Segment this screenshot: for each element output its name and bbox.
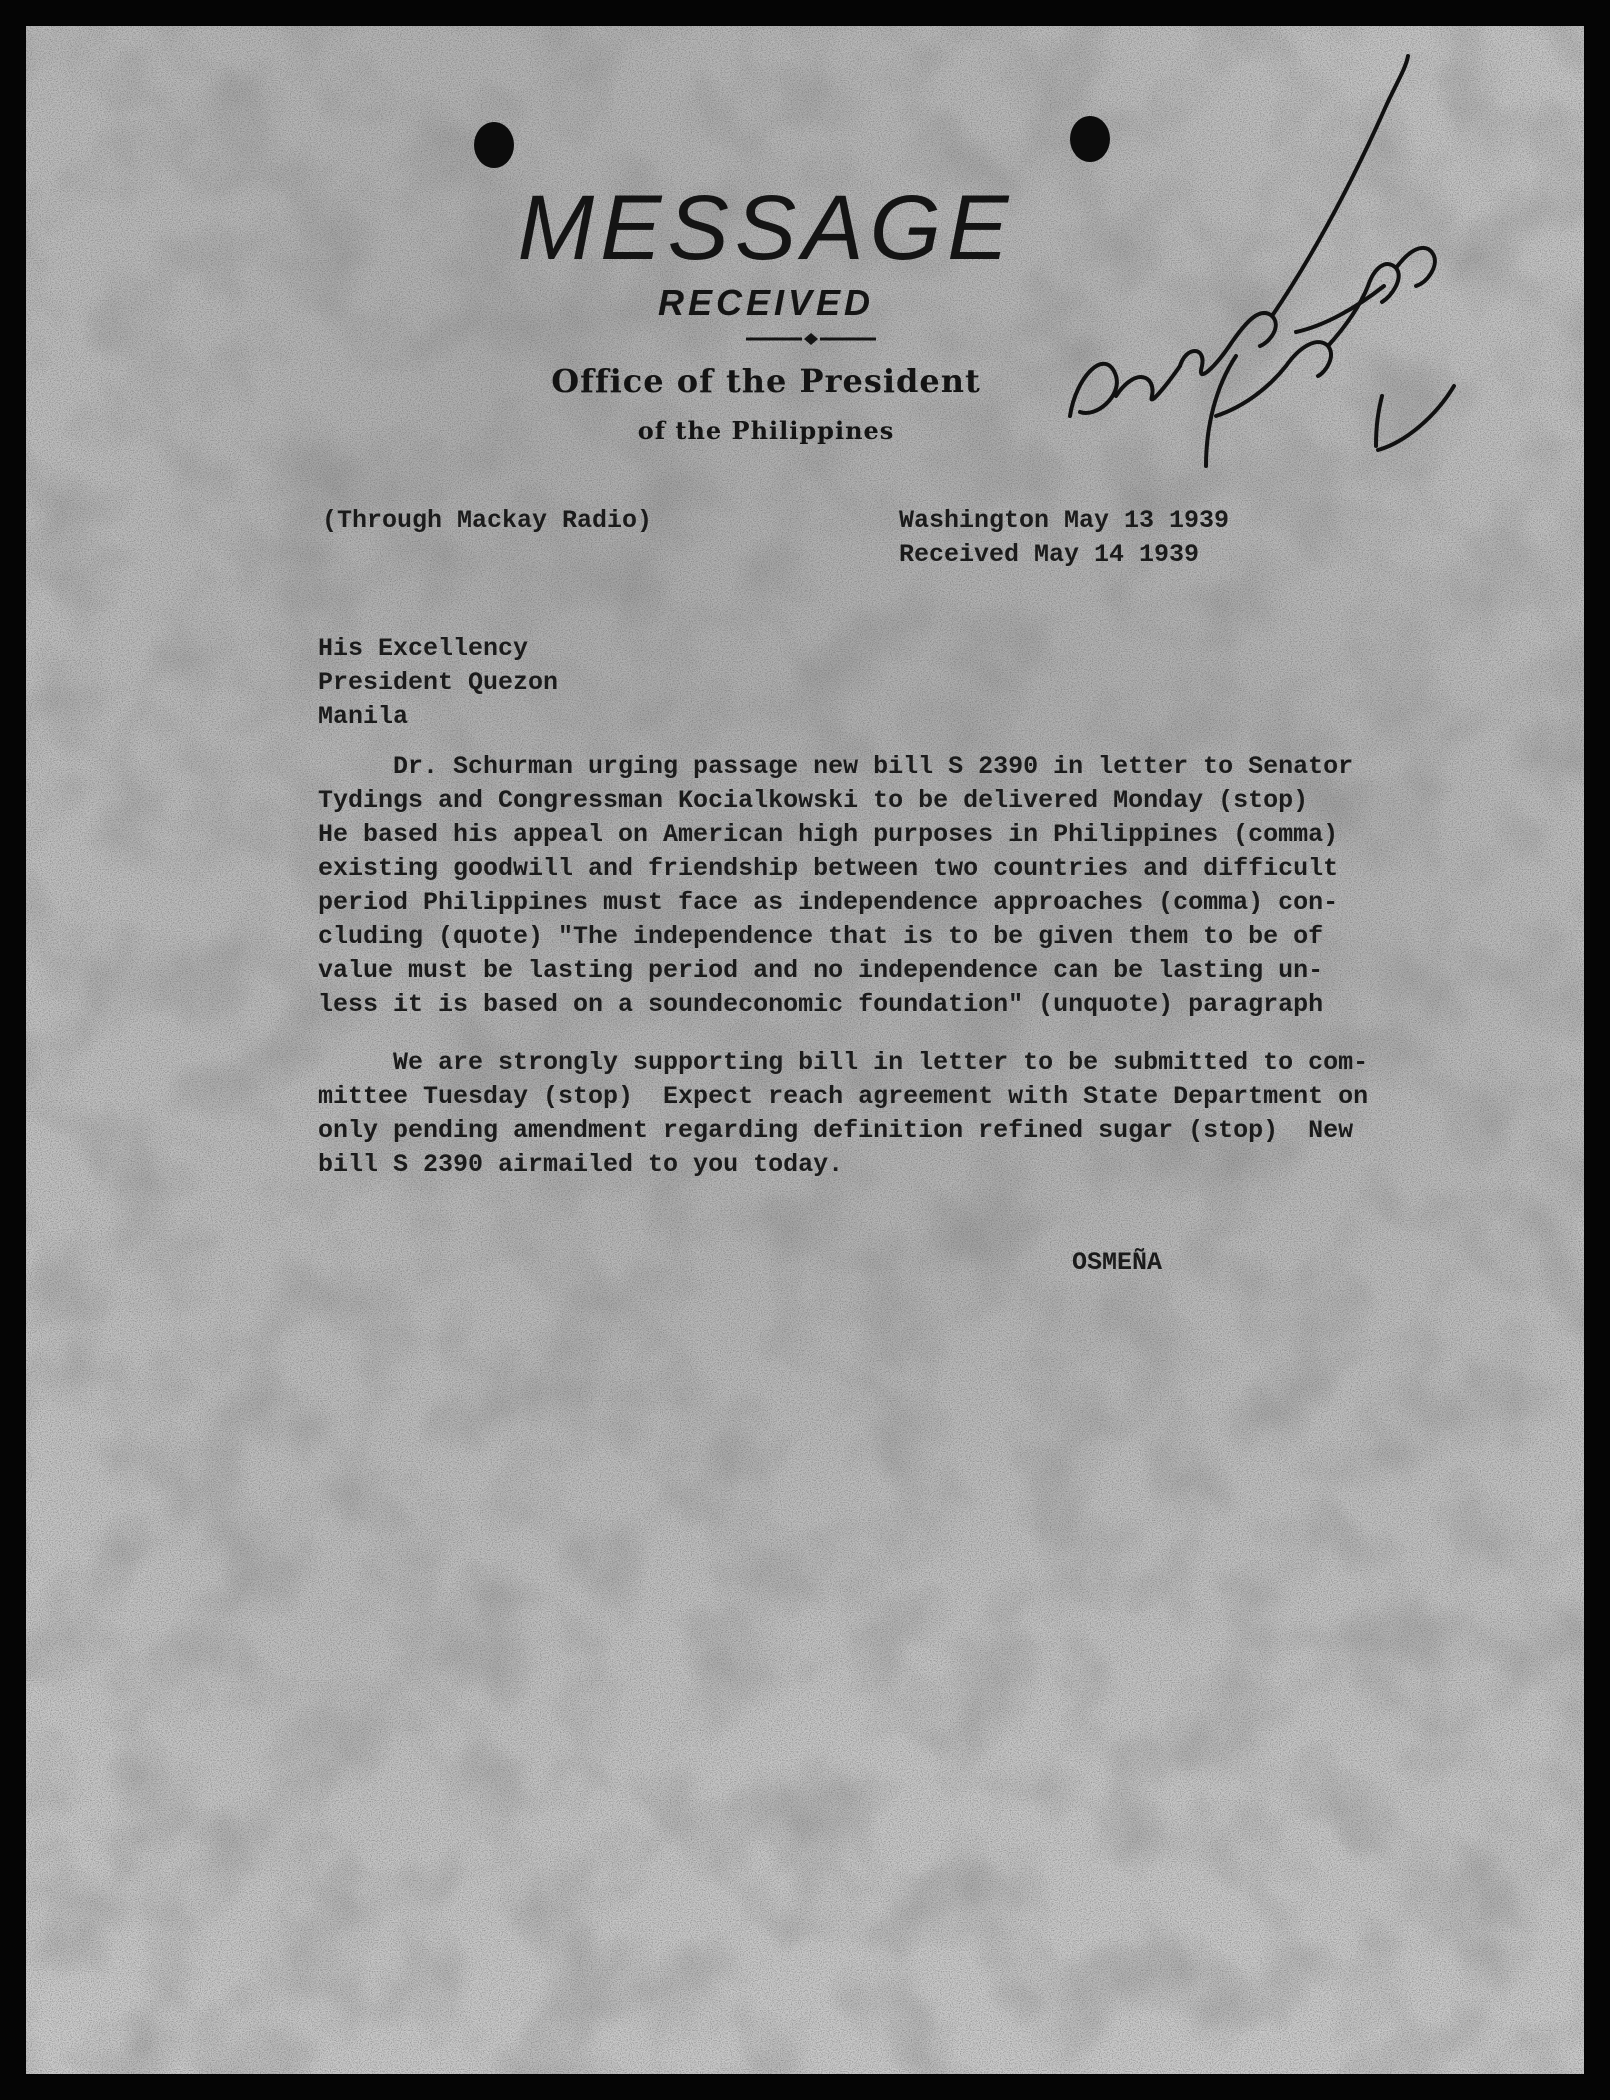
letterhead-title: MESSAGE (517, 177, 1015, 279)
letterhead-subtitle: RECEIVED (657, 282, 875, 323)
text-line: Dr. Schurman urging passage new bill S 2390 in letter to Senator (318, 752, 1354, 781)
routing-dates (899, 504, 1229, 572)
text-line: bill S 2390 airmailed to you today. (318, 1150, 844, 1179)
paper-sheet (26, 26, 1584, 2074)
body-paragraph-1 (318, 750, 1353, 1022)
addressee-line: Manila (318, 702, 409, 731)
body-paragraph-2 (318, 1046, 1368, 1182)
text-line: less it is based on a soundeconomic foundation" (unquote) paragraph (318, 990, 1324, 1019)
letterhead-office: Office of the President (551, 362, 981, 400)
routing-via: (Through Mackay Radio) (322, 506, 653, 535)
addressee-line: President Quezon (318, 668, 559, 697)
text-line: We are strongly supporting bill in letter to be submitted to com- (318, 1048, 1369, 1077)
text-line: cluding (quote) "The independence that is to be given them to be of (318, 922, 1324, 951)
ornament-divider-icon (746, 332, 876, 346)
punch-hole-left (474, 122, 514, 168)
text-line: value must be lasting period and no independence can be lasting un- (318, 956, 1324, 985)
addressee-line: His Excellency (318, 634, 529, 663)
handwritten-annotation (1056, 46, 1476, 486)
text-line: existing goodwill and friendship between two countries and difficult (318, 854, 1339, 883)
text-line: period Philippines must face as independence approaches (comma) con- (318, 888, 1339, 917)
letterhead-country: of the Philippines (637, 416, 895, 445)
text-line: mittee Tuesday (stop) Expect reach agreement with State Department on (318, 1082, 1369, 1111)
text-line: Tydings and Congressman Kocialkowski to be delivered Monday (stop) (318, 786, 1309, 815)
text-line: only pending amendment regarding definition refined sugar (stop) New (318, 1116, 1354, 1145)
text-line: He based his appeal on American high purposes in Philippines (comma) (318, 820, 1339, 849)
received-date: Received May 14 1939 (899, 540, 1200, 569)
sent-date: Washington May 13 1939 (899, 506, 1230, 535)
signer-name: OSMEÑA (1072, 1248, 1163, 1277)
addressee-block (318, 632, 558, 734)
